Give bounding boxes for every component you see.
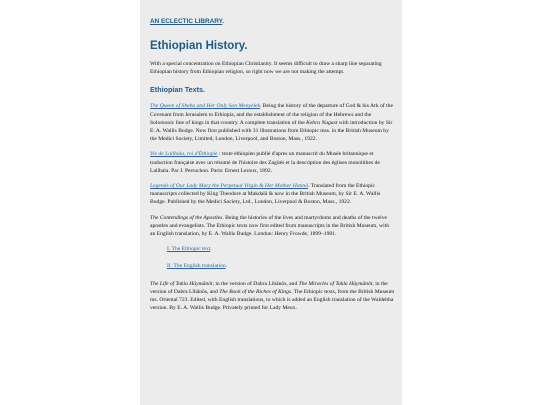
entry-title: The Life of Takla Hâymânôt bbox=[150, 280, 213, 287]
entry-takla-haymanot bbox=[150, 280, 395, 313]
volume-item bbox=[167, 245, 395, 253]
entry-contendings bbox=[150, 214, 395, 239]
link-queen-of-sheba[interactable]: The Queen of Sheba and Her Only Son Menyelek bbox=[150, 103, 260, 110]
link-english-translation[interactable]: II. The English translation bbox=[167, 263, 226, 270]
site-link-suffix: . bbox=[222, 18, 224, 25]
link-suffix: . bbox=[225, 263, 228, 270]
entry-text: . Translated from the Ethiopic manuscripts collected by King Theodore at Makdalâ & now in the British Museum, by Sir E. A. Wallis Budge. Published by the Medici Society, Ltd., London, Liverpool & Boston, Mass., 1922. bbox=[150, 183, 381, 206]
link-vie-de-lalibala[interactable]: Vie de Lalibala, roi d'Éthiopie bbox=[150, 151, 218, 158]
entry-text: . Being the history of the departure of God & his Ark of the Covenant from Jerusalem to Ethiopia, and the establishment of the religion of the Hebrews and the Solomonic line of kings in that country. A complete translation of the bbox=[150, 103, 393, 126]
entry-text: , in the version of Dabra Libânôs, and bbox=[212, 280, 299, 287]
intro-paragraph: With a special concentration on Ethiopian Christianity. It seems difficult to draw a sharp line separating Ethiopian history from Ethiopian religion, so right now we are not making the attempt. bbox=[150, 61, 382, 76]
entry-legends-of-our-lady bbox=[150, 182, 395, 207]
entry-title: The Contendings of the Apostles bbox=[150, 214, 223, 221]
entry-text: . The Ethiopic texts, from the British Museum ms. Oriental 723. Edited, with English translations, to which is added an English translation of the Waldebba version. By E. A. Wallis Budge. Privately printed for Lady Meux. bbox=[150, 288, 395, 312]
section-heading: Ethiopian Texts. bbox=[150, 85, 205, 95]
link-suffix: . bbox=[210, 246, 212, 253]
page-title: Ethiopian History. bbox=[150, 40, 248, 52]
site-link-line bbox=[150, 10, 395, 28]
entry-text: with introduction by Sir E. A. Wallis Budge. Now first published with 31 illustrations from Ethiopic mss. in the British Museum by the Medici Society, Limited, London, Liverpool, and Boston, Mass., 1922. bbox=[150, 119, 393, 143]
entry-emphasis: The Book of the Riches of Kings bbox=[219, 288, 292, 295]
entry-queen-of-sheba bbox=[150, 102, 395, 143]
volume-links bbox=[167, 245, 395, 270]
site-home-link[interactable]: AN ECLECTIC LIBRARY bbox=[150, 18, 223, 25]
entry-emphasis: The Miracles of Takla Hâymânôt bbox=[298, 280, 373, 287]
page-column bbox=[140, 0, 402, 405]
entry-text: . Being the histories of the lives and martyrdoms and deaths of the twelve apostles and evangelists. The Ethiopic texts now first edited from manuscripts in the British Museum, with an English translation, by E. A. Wallis Budge. London: Henry Frowde, 1899–1901. bbox=[150, 214, 389, 238]
entry-text: : texte éthiopien publié d'apres un manuscrit du Musée britannique et traduction française avec un résumé de l'histoire des Zagüés et la description des églises monolithes de Lalibala. Par J. Perruchon. Paris: Ernest Leroux, 1892. bbox=[150, 151, 380, 174]
content bbox=[150, 10, 395, 319]
entry-emphasis: Kebra Nagast bbox=[306, 119, 338, 126]
link-ethiopic-text[interactable]: I. The Ethiopic text bbox=[167, 246, 211, 253]
volume-item bbox=[167, 262, 395, 270]
entry-text: , in the version of Dabra Lîbânôs, and bbox=[150, 280, 388, 295]
entry-lalibala bbox=[150, 150, 395, 175]
link-legends-of-our-lady[interactable]: Legends of Our Lady Mary the Perpetual Virgin & Her Mother Hannâ bbox=[150, 183, 309, 190]
